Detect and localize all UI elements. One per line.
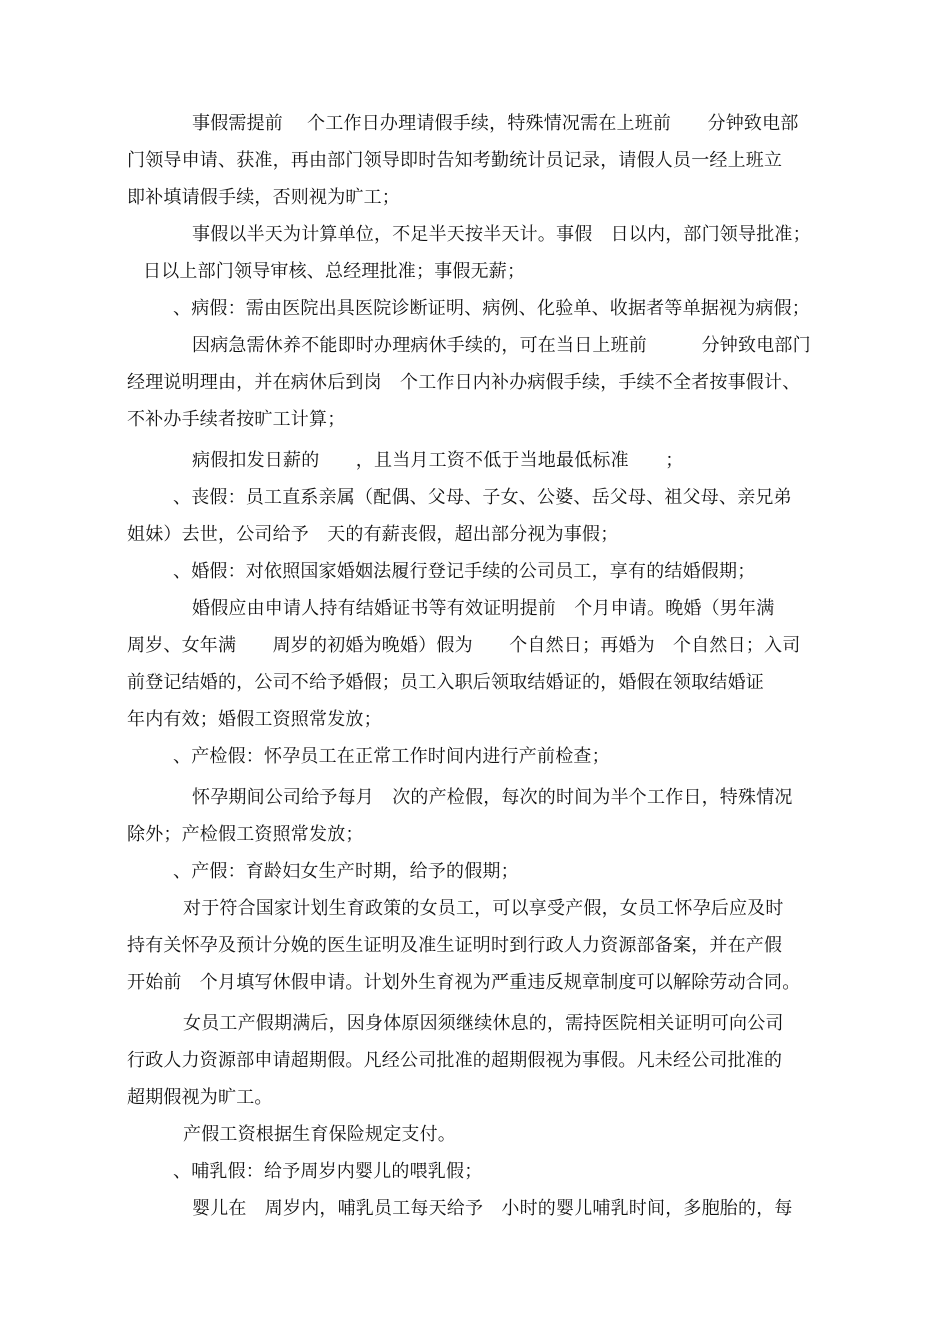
- text-line: 不补办手续者按旷工计算；: [127, 409, 346, 430]
- text-line: 超期假视为旷工。: [127, 1087, 273, 1108]
- text-line: 日以上部门领导审核、总经理批准；事假无薪；: [143, 261, 526, 282]
- text-line: 产假工资根据生育保险规定支付。: [183, 1124, 456, 1145]
- text-line: 事假需提前 个工作日办理请假手续，特殊情况需在上班前 分钟致电部: [192, 113, 799, 134]
- text-line: 女员工产假期满后，因身体原因须继续休息的，需持医院相关证明可向公司: [183, 1013, 784, 1034]
- text-line: 、产检假：怀孕员工在正常工作时间内进行产前检查；: [173, 746, 610, 767]
- text-line: 持有关怀孕及预计分娩的医生证明及准生证明时到行政人力资源部备案，并在产假: [127, 935, 783, 956]
- text-line: 、病假：需由医院出具医院诊断证明、病例、化验单、收据者等单据视为病假；: [173, 298, 810, 319]
- text-line: 怀孕期间公司给予每月 次的产检假，每次的时间为半个工作日，特殊情况: [192, 787, 793, 808]
- text-line: 即补填请假手续，否则视为旷工；: [127, 187, 400, 208]
- text-line: 姐妹）去世，公司给予 天的有薪丧假，超出部分视为事假；: [127, 524, 619, 545]
- text-line: 、哺乳假：给予周岁内婴儿的喂乳假；: [173, 1161, 483, 1182]
- text-line: 前登记结婚的，公司不给予婚假；员工入职后领取结婚证的，婚假在领取结婚证: [127, 672, 764, 693]
- text-line: 除外；产检假工资照常发放；: [127, 824, 364, 845]
- text-line: 、产假：育龄妇女生产时期，给予的假期；: [173, 861, 519, 882]
- text-line: 经理说明理由，并在病休后到岗 个工作日内补办病假手续，手续不全者按事假计、: [127, 372, 801, 393]
- text-line: 婴儿在 周岁内，哺乳员工每天给予 小时的婴儿哺乳时间，多胞胎的，每: [192, 1198, 793, 1219]
- text-line: 、婚假：对依照国家婚姻法履行登记手续的公司员工，享有的结婚假期；: [173, 561, 756, 582]
- text-line: 周岁、女年满 周岁的初婚为晚婚）假为 个自然日；再婚为 个自然日；入司: [127, 635, 801, 656]
- text-line: 年内有效；婚假工资照常发放；: [127, 709, 382, 730]
- text-line: 因病急需休养不能即时办理病休手续的，可在当日上班前 分钟致电部门: [192, 335, 811, 356]
- text-line: 开始前 个月填写休假申请。计划外生育视为严重违反规章制度可以解除劳动合同。: [127, 972, 801, 993]
- text-line: 、丧假：员工直系亲属（配偶、父母、子女、公婆、岳父母、祖父母、亲兄弟: [173, 487, 792, 508]
- text-line: 事假以半天为计算单位，不足半天按半天计。事假 日以内，部门领导批准；: [192, 224, 811, 245]
- text-line: 婚假应由申请人持有结婚证书等有效证明提前 个月申请。晚婚（男年满: [192, 598, 775, 619]
- text-line: 对于符合国家计划生育政策的女员工，可以享受产假，女员工怀孕后应及时: [183, 898, 784, 919]
- text-line: 门领导申请、获准，再由部门领导即时告知考勤统计员记录，请假人员一经上班立: [127, 150, 783, 171]
- text-line: 行政人力资源部申请超期假。凡经公司批准的超期假视为事假。凡未经公司批准的: [127, 1050, 783, 1071]
- text-line: 病假扣发日薪的 ，且当月工资不低于当地最低标准 ；: [192, 450, 684, 471]
